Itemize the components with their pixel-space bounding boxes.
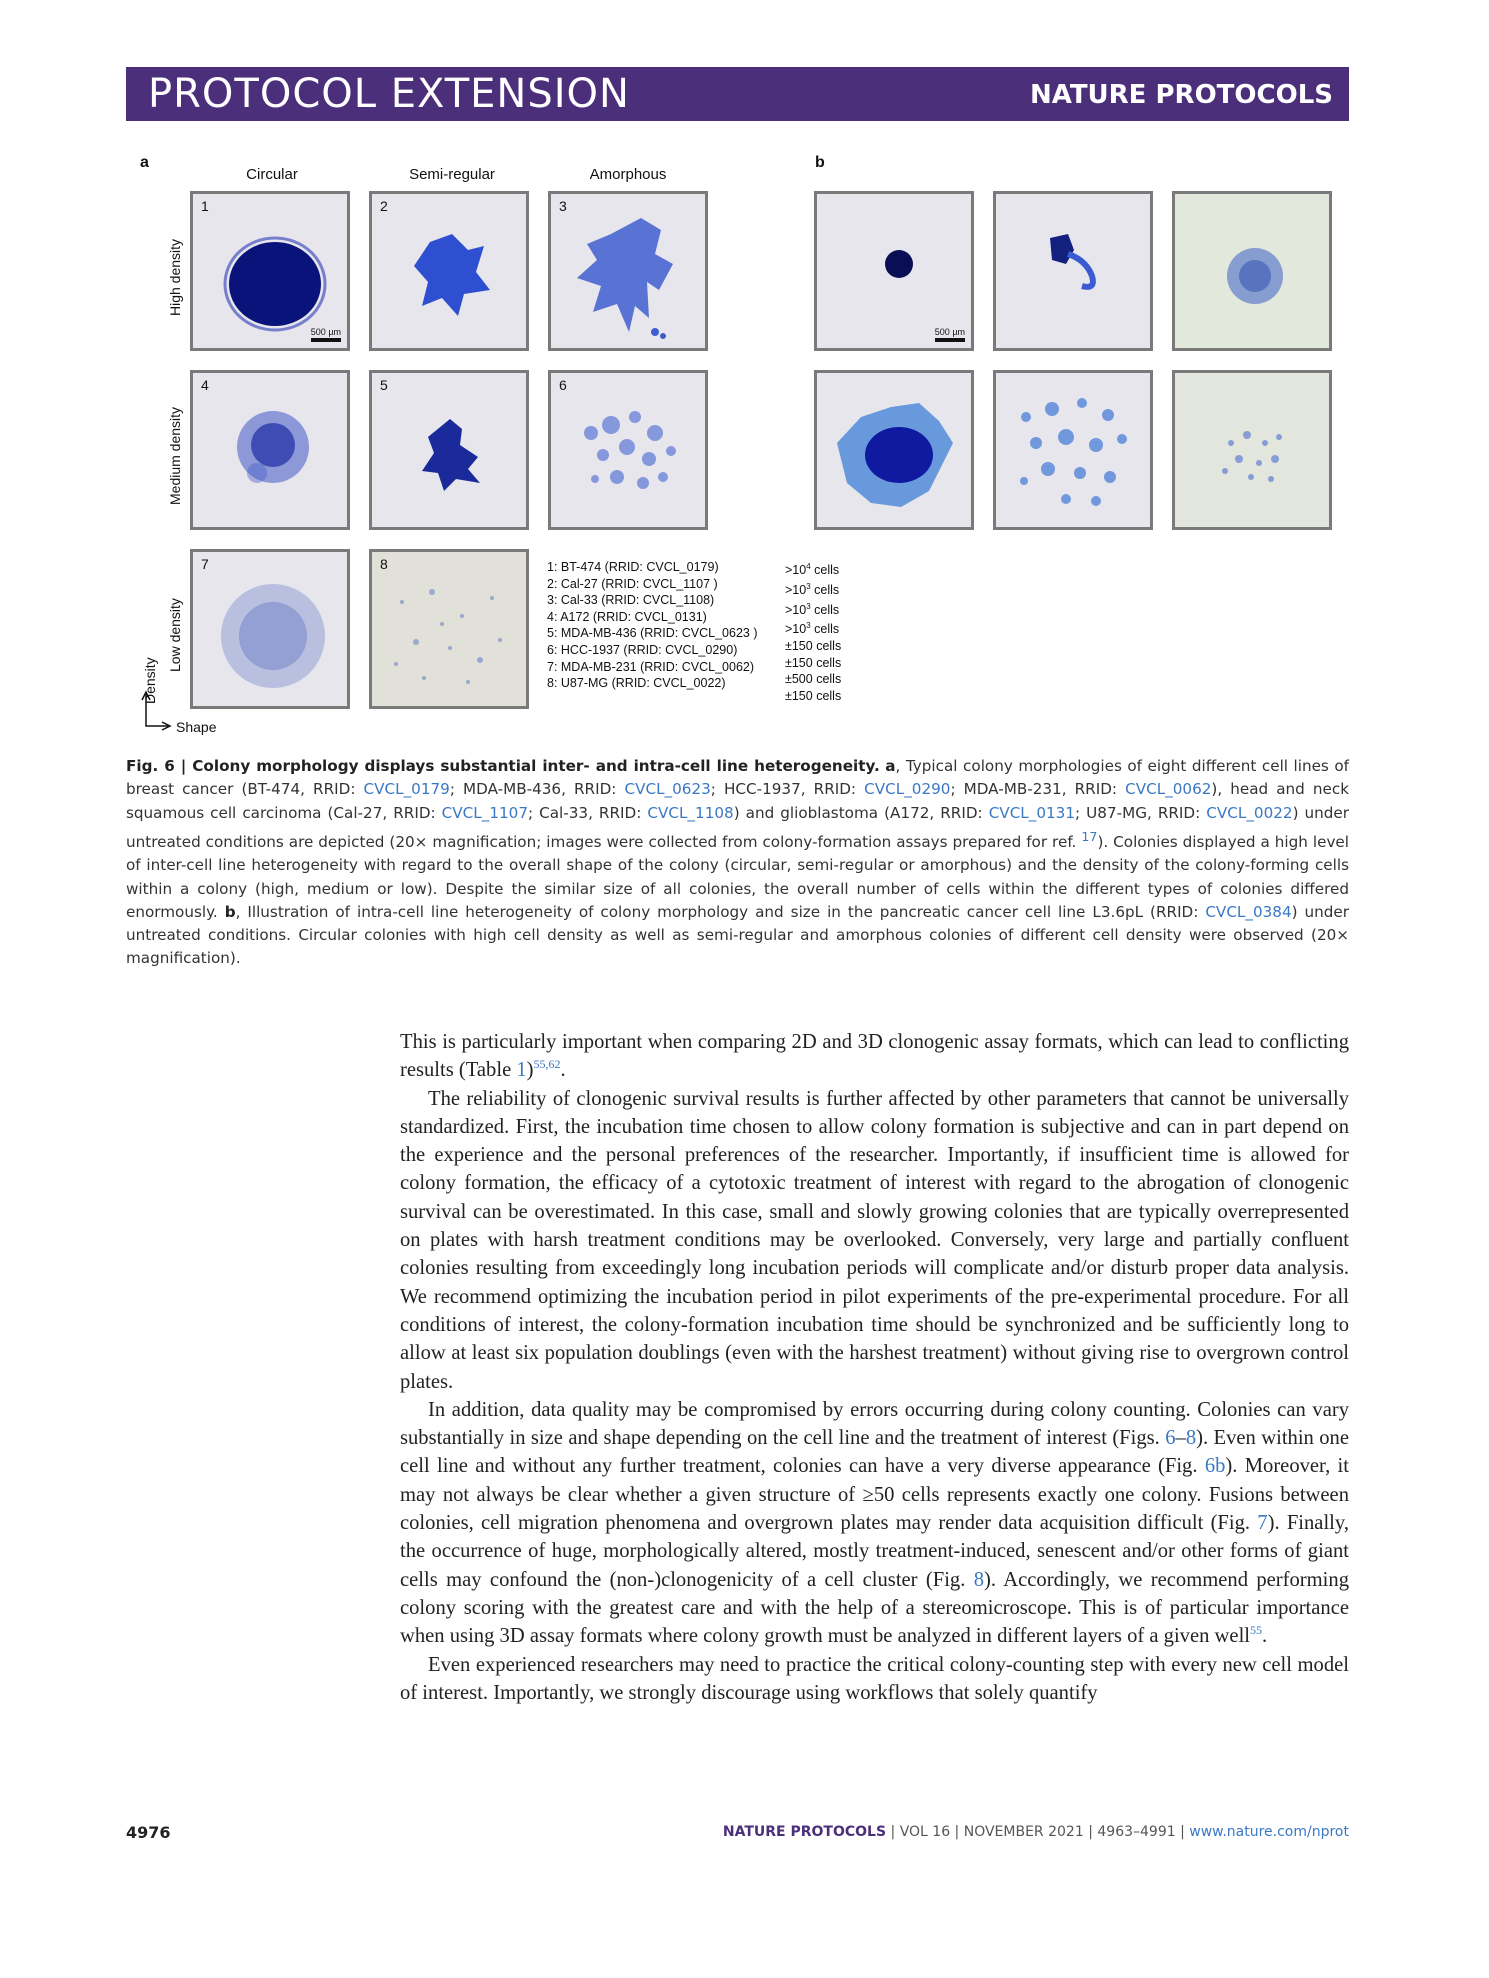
- footer-url-link[interactable]: www.nature.com/nprot: [1189, 1824, 1349, 1840]
- rrid-link[interactable]: CVCL_0179: [363, 780, 450, 799]
- legend-count: ±500 cells: [785, 672, 842, 687]
- cell-line-legend: [547, 559, 757, 692]
- row-header-low: Low density: [167, 598, 183, 672]
- tile-number: 6: [559, 377, 567, 393]
- caption-text: ) under untreated conditions are depicted (20× magnification; images were collected from colony-formation assays prepared for ref.: [126, 803, 1350, 851]
- footer-pages: 4963–4991: [1097, 1824, 1176, 1840]
- rrid-link[interactable]: CVCL_0623: [624, 780, 711, 799]
- scale-bar: 500 µm: [935, 327, 965, 342]
- caption-text: ) and glioblastoma (A172, RRID:: [733, 803, 989, 822]
- reference-link[interactable]: 17: [1081, 828, 1098, 844]
- legend-line: 7: MDA-MB-231 (RRID: CVCL_0062): [547, 659, 755, 674]
- tile-number: 4: [201, 377, 209, 393]
- figure-link[interactable]: 8: [1185, 1427, 1197, 1450]
- legend-line: 6: HCC-1937 (RRID: CVCL_0290): [547, 642, 738, 657]
- caption-text: ; U87-MG, RRID:: [1075, 803, 1207, 822]
- caption-text: ; MDA-MB-436, RRID:: [449, 780, 625, 799]
- legend-count: ±150 cells: [785, 688, 842, 703]
- colony-image-b3: [1172, 191, 1332, 351]
- rrid-link[interactable]: CVCL_1108: [647, 803, 734, 822]
- tile-number: 3: [559, 198, 567, 214]
- reference-link[interactable]: 55,62: [533, 1057, 561, 1072]
- journal-title: NATURE PROTOCOLS: [1029, 80, 1333, 110]
- tile-number: 2: [380, 198, 388, 214]
- footer-citation: NATURE PROTOCOLS | VOL 16 | NOVEMBER 2021 | 4963–4991 | www.nature.com/nprot: [722, 1824, 1349, 1840]
- legend-count: $>10^4$ cells: [785, 562, 840, 578]
- legend-count: $>10^3$ cells: [785, 581, 840, 597]
- footer-volume: VOL 16: [899, 1824, 951, 1840]
- scale-bar: 500 µm: [311, 327, 341, 342]
- table-link[interactable]: 1: [516, 1059, 527, 1082]
- colony-image-3: [548, 191, 708, 351]
- legend-line: 1: BT-474 (RRID: CVCL_0179): [547, 560, 719, 574]
- colony-image-7: [190, 549, 350, 709]
- paragraph: In addition, data quality may be compromised by errors occurring during colony counting. Colonies can vary substantially in size and shape depending on the cell line and the treatment of interest (Figs. 6–8). Even within one cell line and without any further treatment, colonies can have a very diverse appearance (Fig. 6b). Moreover, it may not always be clear whether a given structure of ≥50 cells represents exactly one colony. Fusions between colonies, cell migration phenomena and overgrown plates may render data acquisition difficult (Fig. 7). Finally, the occurrence of huge, morphologically altered, mostly treatment-induced, senescent and/or other forms of giant cells may confound the (non-)clonogenicity of a cell cluster (Fig. 8). Accordingly, we recommend performing colony scoring with the greatest care and with the help of a stereomicroscope. This is of particular importance when using 3D assay formats where colony growth must be analyzed in different layers of a given well$^{55}$.: [400, 1398, 1349, 1648]
- cell-count-legend: [785, 559, 841, 704]
- figure-link[interactable]: 6b: [1204, 1455, 1226, 1478]
- caption-text: ; Cal-33, RRID:: [527, 803, 648, 822]
- colony-image-6: [548, 370, 708, 530]
- colony-image-8: [369, 549, 529, 709]
- rrid-link[interactable]: CVCL_0022: [1206, 803, 1293, 822]
- caption-text: , Typical colony morphologies of eight different cell lines of breast cancer (BT-474, RRID:: [126, 757, 1350, 799]
- figure-link[interactable]: 8: [973, 1568, 985, 1591]
- colony-image-b4: [814, 370, 974, 530]
- colony-image-1: [190, 191, 350, 351]
- colony-image-5: [369, 370, 529, 530]
- footer-journal: NATURE PROTOCOLS: [722, 1824, 887, 1840]
- caption-text: ; MDA-MB-231, RRID:: [950, 780, 1126, 799]
- caption-text: ). Colonies displayed a high level of inter-cell line heterogeneity with regard to the overall shape of the colony (circular, semi-regular or amorphous) and the density of the colony-forming cells within a colony (high, medium or low). Despite the similar size of all colonies, the overall number of cells within the different types of colonies differed enormously.: [126, 832, 1349, 921]
- tile-number: 5: [380, 377, 388, 393]
- footer-date: NOVEMBER 2021: [963, 1824, 1084, 1840]
- legend-count: ±150 cells: [785, 655, 842, 670]
- panel-a-label: a: [140, 154, 149, 171]
- figure-link[interactable]: 6: [1165, 1427, 1176, 1450]
- paragraph: Even experienced researchers may need to practice the critical colony-counting step with every new cell model of interest. Importantly, we strongly discourage using workflows that solely quantify: [400, 1653, 1349, 1704]
- caption-text: ; HCC-1937, RRID:: [710, 780, 865, 799]
- tile-number: 8: [380, 556, 388, 572]
- colony-image-b2: [993, 191, 1153, 351]
- rrid-link[interactable]: CVCL_1107: [441, 803, 528, 822]
- colony-image-b1: [814, 191, 974, 351]
- row-header-high: High density: [167, 238, 183, 316]
- colony-image-4: [190, 370, 350, 530]
- legend-count: $>10^3$ cells: [785, 601, 840, 617]
- tile-number: 1: [201, 198, 209, 214]
- body-text: [400, 1028, 1349, 1707]
- legend-line: 3: Cal-33 (RRID: CVCL_1108): [547, 593, 715, 608]
- caption-title: Fig. 6 | Colony morphology displays substantial inter- and intra-cell line heterogeneity.: [126, 757, 880, 775]
- legend-line: 4: A172 (RRID: CVCL_0131): [547, 609, 707, 624]
- figure-caption: [126, 755, 1349, 971]
- axis-label-density: Density: [142, 657, 158, 704]
- paragraph: The reliability of clonogenic survival results is further affected by other parameters that cannot be universally standardized. First, the incubation time chosen to allow colony formation is subjective and can in part depend on the experience and the personal preferences of the researcher. Importantly, if insufficient time is allowed for colony formation, the efficacy of a cytotoxic treatment of interest with regard to the abrogation of clonogenic survival can be overestimated. In this case, small and slowly growing colonies that are typically overrepresented on plates with harsh treatment conditions may be overlooked. Conversely, very large and partially confluent colonies resulting from exceedingly long incubation periods will complicate and/or disturb proper data analysis. We recommend optimizing the incubation period in pilot experiments of the pre-experimental procedure. For all conditions of interest, the colony-formation incubation time should be synchronized and be sufficiently long to allow at least six population doublings (even with the harshest treatment) without giving rise to overgrown control plates.: [400, 1087, 1349, 1393]
- rrid-link[interactable]: CVCL_0290: [864, 780, 951, 799]
- row-header-medium: Medium density: [167, 406, 183, 505]
- rrid-link[interactable]: CVCL_0062: [1125, 780, 1212, 799]
- page-number: 4976: [126, 1823, 171, 1842]
- legend-line: 5: MDA-MB-436 (RRID: CVCL_0623 ): [547, 626, 758, 641]
- paragraph: This is particularly important when comparing 2D and 3D clonogenic assay formats, which can lead to conflicting results (Table 1)$^{55,62}$.: [400, 1031, 1349, 1082]
- col-header-semi-regular: Semi-regular: [409, 166, 495, 183]
- axis-label-shape: Shape: [176, 719, 217, 735]
- caption-panel-b: b: [224, 902, 236, 921]
- legend-line: 8: U87-MG (RRID: CVCL_0022): [547, 676, 726, 691]
- colony-image-b6: [1172, 370, 1332, 530]
- figure-link[interactable]: 7: [1257, 1512, 1268, 1535]
- caption-text: ) under untreated conditions. Circular colonies with high cell density as well as semi-regular and amorphous colonies of different cell density were observed (20× magnification).: [126, 902, 1350, 968]
- header-bar: [126, 67, 1349, 121]
- caption-panel-a: a: [885, 757, 896, 775]
- section-title: PROTOCOL EXTENSION: [148, 71, 630, 117]
- reference-link[interactable]: 55: [1250, 1623, 1263, 1638]
- legend-line: 2: Cal-27 (RRID: CVCL_1107 ): [547, 576, 718, 591]
- caption-text: , Illustration of intra-cell line heterogeneity of colony morphology and size in the pancreatic cancer cell line L3.6pL (RRID:: [235, 902, 1206, 921]
- caption-text: ), head and neck squamous cell carcinoma (Cal-27, RRID:: [126, 780, 1349, 822]
- rrid-link[interactable]: CVCL_0131: [988, 803, 1076, 822]
- colony-image-2: [369, 191, 529, 351]
- colony-image-b5: [993, 370, 1153, 530]
- panel-b-label: b: [815, 154, 825, 171]
- rrid-link[interactable]: CVCL_0384: [1205, 902, 1292, 921]
- tile-number: 7: [201, 556, 209, 572]
- legend-count: $>10^3$ cells: [785, 621, 840, 637]
- legend-count: ±150 cells: [785, 639, 842, 653]
- col-header-circular: Circular: [246, 166, 298, 183]
- col-header-amorphous: Amorphous: [589, 166, 667, 183]
